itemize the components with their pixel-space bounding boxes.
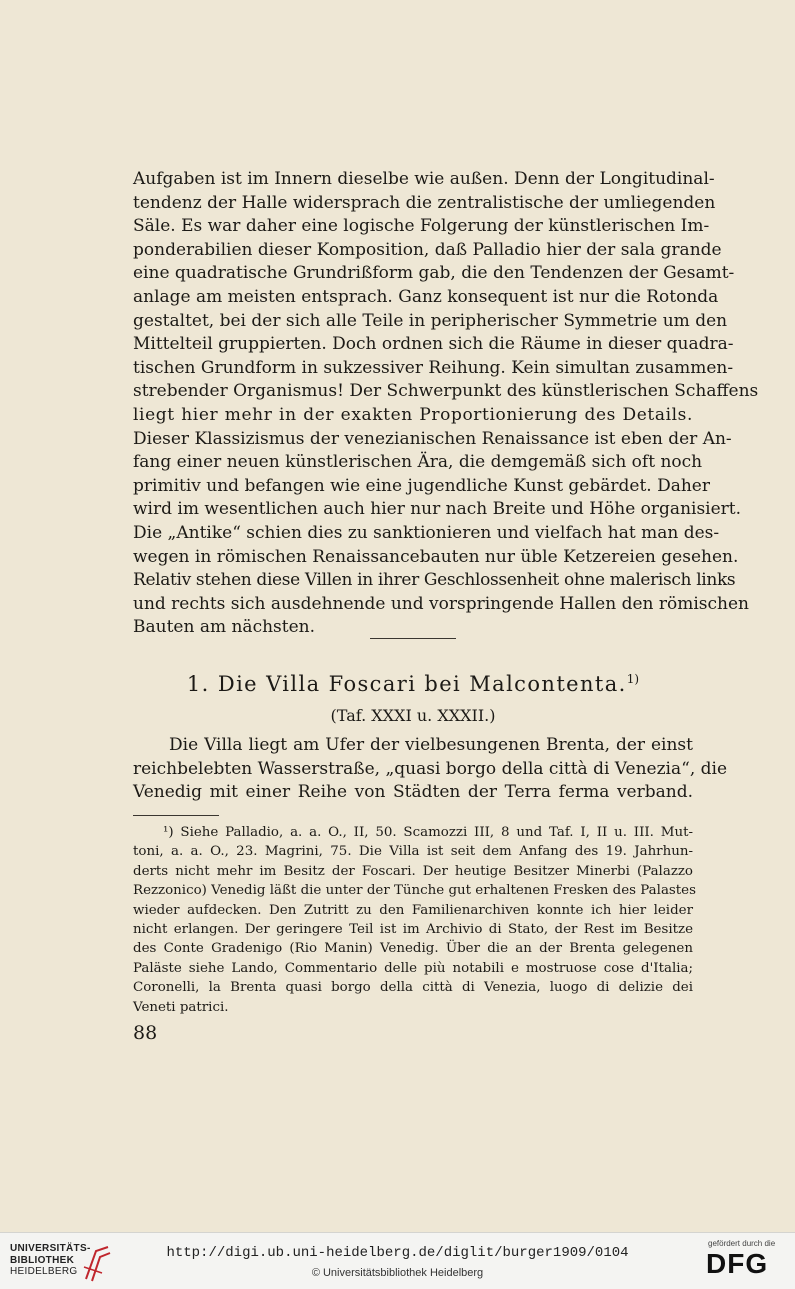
section-heading-text: 1. Die Villa Foscari bei Malcontenta.: [186, 672, 627, 696]
body-line: fang einer neuen künstlerischen Ära, die demgemäß sich oft noch: [133, 452, 703, 473]
body-line: strebender Organismus! Der Schwerpunkt des künstlerischen Schaffens: [133, 381, 759, 402]
footnote-line: Coronelli, la Brenta quasi borgo della città di Venezia, luogo di delizie dei: [133, 980, 693, 996]
footnote-line: Veneti patrici.: [133, 999, 229, 1015]
footnote-line: nicht erlangen. Der geringere Teil ist im Archivio di Stato, der Rest im Besitze: [133, 921, 693, 937]
funding-note: gefördert durch die: [708, 1239, 776, 1248]
footnote-line: Paläste siehe Lando, Commentario delle più notabili e mostruose cose d'Italia;: [133, 960, 693, 976]
body-line: Venedig mit einer Reihe von Städten der Terra ferma verband.: [133, 782, 693, 803]
body-line: wegen in römischen Renaissancebauten nur üble Ketzereien gesehen.: [133, 546, 739, 567]
body-line: tischen Grundform in sukzessiver Reihung. Kein simultan zusammen-: [133, 357, 734, 378]
body-line: Dieser Klassizismus der venezianischen Renaissance ist eben der An-: [133, 428, 732, 449]
body-line: liegt hier mehr in der exakten Proportionierung des Details.: [133, 404, 693, 425]
footnote-line: des Conte Gradenigo (Rio Manin) Venedig. Über die an der Brenta gelegenen: [133, 941, 693, 957]
body-line: gestaltet, bei der sich alle Teile in peripherischer Symmetrie um den: [133, 310, 728, 331]
library-name-line: HEIDELBERG: [10, 1266, 78, 1277]
body-line: Aufgaben ist im Innern dieselbe wie außen. Denn der Longitudinal-: [133, 169, 715, 189]
body-line: Die „Antike“ schien dies zu sanktionieren und vielfach hat man des-: [133, 522, 720, 543]
footnote-marker[interactable]: 1): [626, 672, 640, 686]
footnote-line: derts nicht mehr im Besitz der Foscari. Der heutige Besitzer Minerbi (Palazzo: [133, 863, 693, 879]
body-line: Säle. Es war daher eine logische Folgerung der künstlerischen Im-: [133, 216, 710, 237]
body-line: Relativ stehen diese Villen in ihrer Geschlossenheit ohne malerisch links: [133, 570, 736, 591]
footnote-line: ¹) Siehe Palladio, a. a. O., II, 50. Scamozzi III, 8 und Taf. I, II u. III. Mut-: [163, 825, 693, 840]
body-line: reichbelebten Wasserstraße, „quasi borgo della città di Venezia“, die: [133, 758, 728, 779]
footnote-line: toni, a. a. O., 23. Magrini, 75. Die Villa ist seit dem Anfang des 19. Jahrhun-: [133, 844, 693, 860]
intro-paragraph: [133, 734, 728, 805]
copyright-notice: © Universitätsbibliothek Heidelberg: [311, 1267, 484, 1279]
body-paragraph: [133, 168, 759, 640]
body-line: tendenz der Halle widersprach die zentralistische der umliegenden: [133, 192, 716, 213]
permalink-url[interactable]: http://digi.ub.uni-heidelberg.de/diglit/burger1909/0104: [166, 1245, 629, 1261]
body-line: Die Villa liegt am Ufer der vielbesungenen Brenta, der einst: [169, 735, 693, 755]
body-line: primitiv und befangen wie eine jugendliche Kunst gebärdet. Daher: [133, 475, 710, 496]
body-line: wird im wesentlichen auch hier nur nach Breite und Höhe organisiert.: [133, 499, 742, 520]
dfg-logo[interactable]: DFG: [706, 1248, 769, 1279]
body-line: anlage am meisten entsprach. Ganz konsequent ist nur die Rotonda: [133, 286, 719, 307]
viewer-footer: [0, 1232, 795, 1289]
plates-reference: (Taf. XXXI u. XXXII.): [330, 706, 496, 725]
page-number: 88: [133, 1022, 158, 1044]
footnote-divider: [133, 815, 219, 816]
body-line: ponderabilien dieser Komposition, daß Palladio hier der sala grande: [133, 239, 722, 260]
body-line: eine quadratische Grundrißform gab, die den Tendenzen der Gesamt-: [133, 263, 735, 284]
section-heading: [133, 672, 693, 696]
section-divider: [370, 638, 456, 639]
body-line: und rechts sich ausdehnende und vorspringende Hallen den römischen: [133, 593, 750, 614]
library-name-line: UNIVERSITÄTS-: [10, 1243, 91, 1254]
body-line: Mittelteil gruppierten. Doch ordnen sich die Räume in dieser quadra-: [133, 334, 734, 355]
footnote: [133, 823, 696, 1017]
footnote-line: wieder aufdecken. Den Zutritt zu den Familienarchiven konnte ich hier leider: [133, 902, 693, 918]
body-line: Bauten am nächsten.: [133, 617, 316, 638]
footnote-line: Rezzonico) Venedig läßt die unter der Tünche gut erhaltenen Fresken des Palastes: [133, 883, 696, 899]
library-name-line: BIBLIOTHEK: [10, 1254, 75, 1266]
